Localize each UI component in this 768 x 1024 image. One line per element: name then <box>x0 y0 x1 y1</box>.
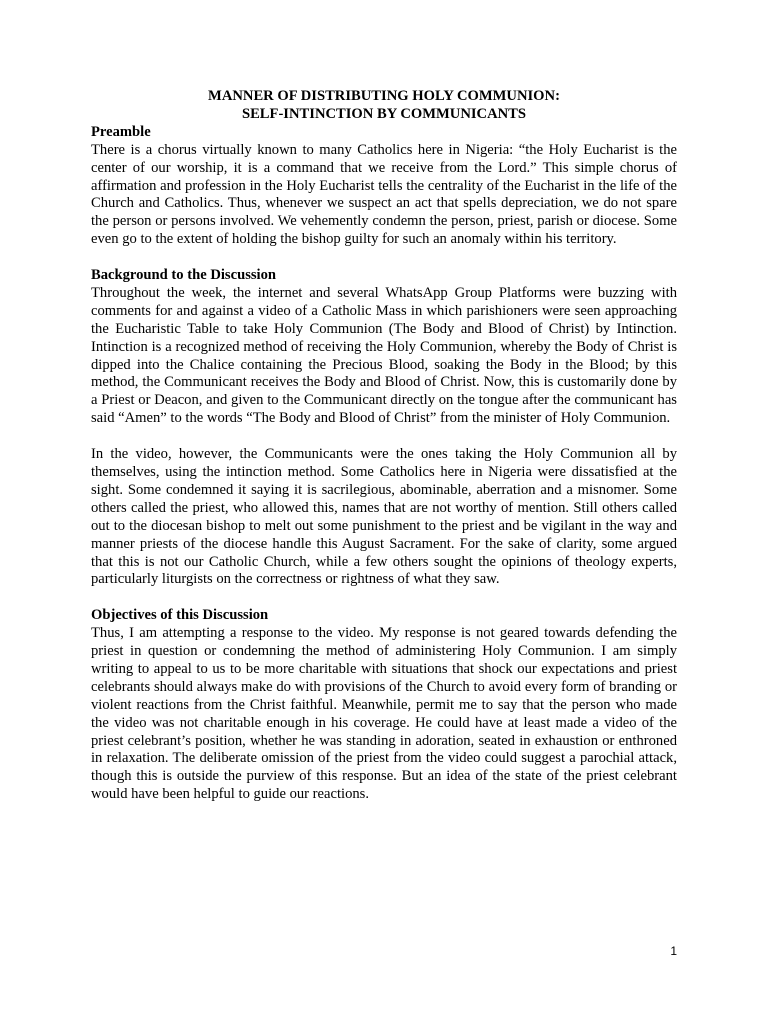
background-paragraph-1: Throughout the week, the internet and several WhatsApp Group Platforms were buzzing with comments for and against a video of a Catholic Mass in which parishioners were seen approaching the Eucharistic Table to take Holy Communion (The Body and Blood of Christ) by Intinction. Intinction is a recognized method of receiving the Holy Communion, whereby the Body of Christ is dipped into the Chalice containing the Precious Blood, soaking the Body in the Blood; by this method, the Communicant receives the Body and Blood of Christ. Now, this is customarily done by a Priest or Deacon, and given to the Communicant directly on the tongue after the communicant has said “Amen” to the words “The Body and Blood of Christ” from the minister of Holy Communion. <box>91 284 677 427</box>
section-objectives <box>91 607 677 804</box>
section-heading-background: Background to the Discussion <box>91 267 277 284</box>
section-heading-preamble: Preamble <box>91 123 151 140</box>
section-heading-objectives: Objectives of this Discussion <box>91 607 269 624</box>
preamble-paragraph: There is a chorus virtually known to many Catholics here in Nigeria: “the Holy Eucharist is the center of our worship, it is a command that we receive from the Lord.” This simple chorus of affirmation and profession in the Holy Eucharist tells the centrality of the Eucharist in the life of the Church and Catholics. Thus, whenever we suspect an act that spells depreciation, we do not spare the person or persons involved. We vehemently condemn the person, priest, parish or diocese. Some even go to the extent of holding the bishop guilty for such an anomaly within his territory. <box>91 141 677 248</box>
document-page <box>91 88 677 804</box>
background-paragraph-2: In the video, however, the Communicants were the ones taking the Holy Communion all by themselves, using the intinction method. Some Catholics here in Nigeria were dissatisfied at the sight. Some condemned it saying it is sacrilegious, abominable, aberration and a misnomer. Some others called the priest, who allowed this, names that are not worthy of mention. Still others called out to the diocesan bishop to melt out some punishment to the priest and be vigilant in the way and manner priests of the diocese handle this August Sacrament. For the sake of clarity, some argued that this is not our Catholic Church, while a few others sought the opinions of theology experts, particularly liturgists on the correctness or rightness of what they saw. <box>91 446 677 588</box>
page-number: 1 <box>670 944 677 958</box>
paragraph-spacer <box>91 589 677 607</box>
paragraph-spacer <box>91 428 677 446</box>
section-preamble <box>91 124 677 249</box>
paragraph-spacer <box>91 249 677 267</box>
document-title-line-2: SELF-INTINCTION BY COMMUNICANTS <box>241 105 527 122</box>
section-background <box>91 267 677 589</box>
objectives-paragraph: Thus, I am attempting a response to the video. My response is not geared towards defending the priest in question or condemning the method of administering Holy Communion. I am simply writing to appeal to us to be more charitable with situations that shock our expectations and priest celebrants should always make do with provisions of the Church to avoid every form of branding or violent reactions from the Christ faithful. Meanwhile, permit me to say that the person who made the video was not charitable enough in his coverage. He could have at least made a video of the priest celebrant’s position, whether he was standing in adoration, seated in exhaustion or enthroned in relaxation. The deliberate omission of the priest from the video could suggest a parochial attack, though this is outside the purview of this response. But an idea of the state of the priest celebrant would have been helpful to guide our reactions. <box>91 625 677 803</box>
document-title-line-1: MANNER OF DISTRIBUTING HOLY COMMUNION: <box>208 88 560 104</box>
